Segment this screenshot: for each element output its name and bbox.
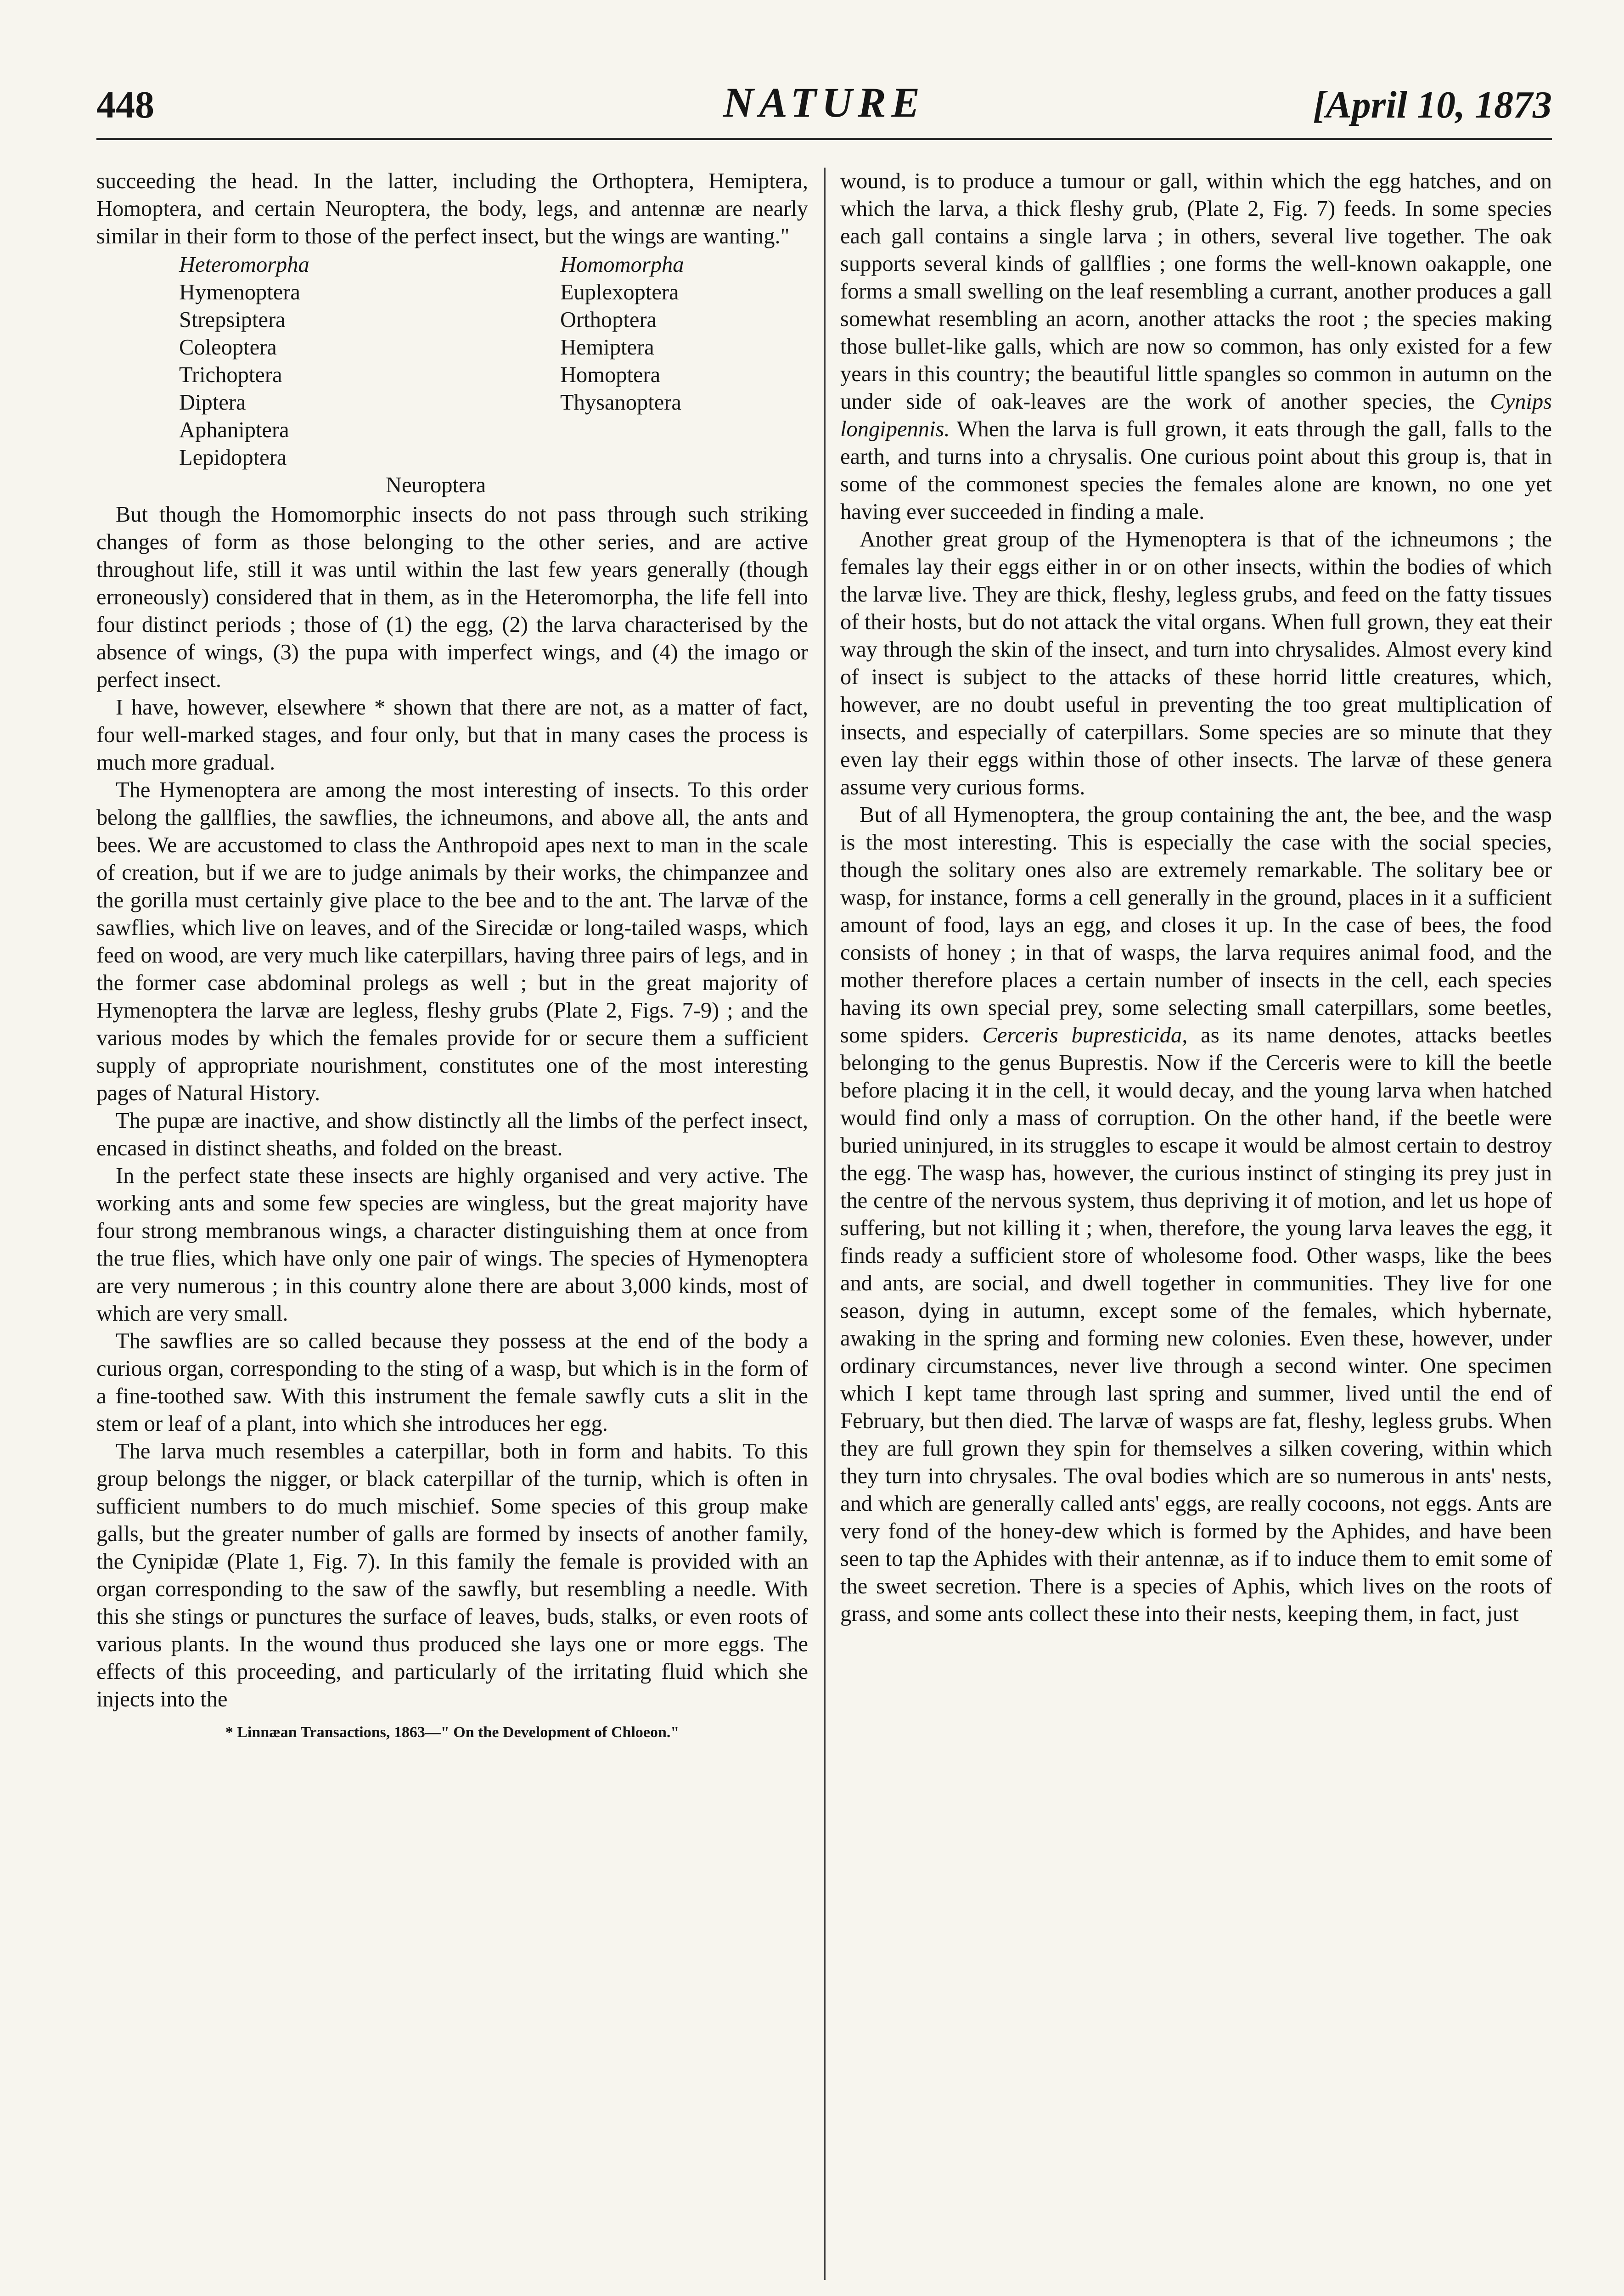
order-name: Trichoptera bbox=[179, 363, 282, 387]
order-name: Coleoptera bbox=[179, 335, 277, 360]
paragraph bbox=[840, 801, 1552, 1628]
text-run: wound, is to produce a tumour or gall, within which the egg hatches, and on which the larva, a thick fleshy grub, (Plate 2, Fig. 7) feeds. In some species each gall contains a single larva ; in others, several live together. The oak supports several kinds of gallflies ; one forms the well-known oakapple, one forms a small swelling on the leaf resembling a currant, another produces a gall somewhat resembling an acorn, another attacks the root ; the species making those bullet-like galls, which are now so common, has only existed for a few years in this country; the beautiful little spangles so common in autumn on the under side of oak-leaves are the work of another species, the bbox=[840, 169, 1552, 414]
paragraph: succeeding the head. In the latter, including the Orthoptera, Hemiptera, Homoptera, and certain Neuroptera, the body, legs, and antennæ are nearly similar in their form to those of the perfect insect, but the wings are wanting." bbox=[96, 169, 808, 248]
homomorpha-heading: Homomorpha bbox=[560, 253, 684, 277]
order-name: Diptera bbox=[179, 390, 246, 415]
species-name: Cerceris bupresticida, bbox=[982, 1023, 1188, 1047]
paragraph: The pupæ are inactive, and show distinctly all the limbs of the perfect insect, encased in distinct sheaths, and folded on the breast. bbox=[96, 1109, 808, 1160]
order-name: Orthoptera bbox=[560, 308, 657, 332]
heteromorpha-group bbox=[179, 251, 309, 472]
text-run: as its name denotes, attacks beetles belonging to the genus Buprestis. Now if the Cerceris were to kill the beetle before placing it in the cell, it would decay, and the young larva when hatched would find only a mass of corruption. On the other hand, if the beetle were buried uninjured, in its struggles to escape it would be almost certain to destroy the egg. The wasp has, however, the curious instinct of stinging its prey just in the centre of the nervous system, thus depriving it of motion, and let us hope of suffering, but not killing it ; when, therefore, the young larva leaves the egg, it finds ready a sufficient store of wholesome food. Other wasps, like the bees and ants, are social, and dwell together in communities. They live for one season, dying in autumn, except some of the females, which hybernate, awaking in the spring and forming new colonies. Even these, however, under ordinary circumstances, never live through a second winter. One specimen which I kept tame through last spring and summer, lived until the end of February, but then died. The larvæ of wasps are fat, fleshy, legless grubs. When they are full grown they spin for themselves a silken covering, within which they turn into chrysales. The oval bodies which are so numerous in ants' nests, and which are generally called ants' eggs, are really cocoons, not eggs. Ants are very fond of the honey-dew which is formed by the Aphides, and have been seen to tap the Aphides with their antennæ, as if to induce them to emit some of the sweet secretion. There is a species of Aphis, which lives on the roots of grass, and some ants collect these into their nests, keeping them, in fact, just bbox=[840, 1023, 1552, 1626]
page-number: 448 bbox=[96, 84, 154, 126]
footnote: * Linnæan Transactions, 1863—" On the Development of Chloeon." bbox=[225, 1724, 680, 1741]
paragraph: In the perfect state these insects are highly organised and very active. The working ants and some few species are wingless, but the great majority have four strong membranous wings, a character distinguishing them at once from the true flies, which have only one pair of wings. The species of Hymenoptera are very numerous ; in this country alone there are about 3,000 kinds, most of which are very small. bbox=[96, 1164, 808, 1326]
right-column bbox=[840, 168, 1552, 1628]
order-name: Aphaniptera bbox=[179, 418, 289, 442]
order-name: Lepidoptera bbox=[179, 445, 287, 470]
order-name: Homoptera bbox=[560, 363, 661, 387]
order-name: Hemiptera bbox=[560, 335, 654, 360]
species-name: Cynips longipennis. bbox=[840, 389, 1552, 441]
left-column bbox=[96, 168, 808, 1743]
issue-date: [April 10, 1873 bbox=[1313, 84, 1552, 126]
text-run: But of all Hymenoptera, the group containing the ant, the bee, and the wasp is the most interesting. This is especially the case with the social species, though the solitary ones also are extremely remarkable. The solitary bee or wasp, for instance, forms a cell generally in the ground, places in it a sufficient amount of food, lays an egg, and closes it up. In the case of bees, the food consists of honey ; in that of wasps, the larva requires animal food, and the mother therefore places a certain number of insects in the cell, each species having its own special prey, some selecting small caterpillars, some beetles, some spiders. bbox=[840, 803, 1552, 1047]
order-name: Strepsiptera bbox=[179, 308, 286, 332]
order-name: Thysanoptera bbox=[560, 390, 681, 415]
text-run: When the larva is full grown, it eats through the gall, falls to the earth, and turns into a chrysalis. One curious point about this group is, that in some of the commonest species the females alone are known, no one yet having ever succeeded in finding a male. bbox=[840, 417, 1552, 524]
heteromorpha-heading: Heteromorpha bbox=[179, 253, 309, 277]
journal-page bbox=[96, 78, 1552, 2282]
order-name: Hymenoptera bbox=[179, 280, 300, 304]
running-header bbox=[96, 78, 1552, 140]
column-rule bbox=[824, 168, 826, 2280]
paragraph: Another great group of the Hymenoptera is that of the ichneumons ; the females lay their eggs either in or on other insects, within the bodies of which the larvæ live. They are thick, fleshy, legless grubs, and feed on the fatty tissues of their hosts, but do not attack the vital organs. When full grown, they eat their way through the skin of the insect, and turn into chrysalides. Almost every kind of insect is subject to the attacks of these horrid little creatures, which, however, are no doubt useful in preventing the too great multiplication of insects, and especially of caterpillars. Some species are so minute that they even lay their eggs within those of other insects. The larvæ of these genera assume very curious forms. bbox=[840, 527, 1552, 799]
article-body bbox=[96, 168, 1552, 2280]
paragraph: The larva much resembles a caterpillar, both in form and habits. To this group belongs the nigger, or black caterpillar of the turnip, which is often in sufficient numbers to do much mischief. Some species of this group make galls, but the greater number of galls are formed by insects of another family, the Cynipidæ (Plate 1, Fig. 7). In this family the female is provided with an organ corresponding to the saw of the sawfly, but resembling a needle. With this she stings or punctures the surface of leaves, buds, stalks, or even roots of various plants. In the wound thus produced she lays one or more eggs. The effects of this proceeding, and particularly of the irritating fluid which she injects into the bbox=[96, 1439, 808, 1711]
paragraph: The Hymenoptera are among the most interesting of insects. To this order belong the gallflies, the sawflies, the ichneumons, and above all, the ants and bees. We are accustomed to class the Anthropoid apes next to man in the scale of creation, but if we are to judge animals by their works, the chimpanzee and the gorilla must certainly give place to the bee and to the ant. The larvæ of the sawflies, which live on leaves, and of the Sirecidæ or long-tailed wasps, which feed on wood, are very much like caterpillars, having three pairs of legs, and in the former case abdominal prolegs as well ; but in the great majority of Hymenoptera the larvæ are legless, fleshy grubs (Plate 2, Figs. 7-9) ; and the various modes by which the females provide for or secure them a sufficient supply of appropriate nourishment, constitutes one of the most interesting pages of Natural History. bbox=[96, 778, 808, 1105]
insect-orders-table bbox=[96, 251, 808, 499]
order-name: Euplexoptera bbox=[560, 280, 679, 304]
homomorpha-group bbox=[560, 251, 684, 416]
paragraph: I have, however, elsewhere * shown that there are not, as a matter of fact, four well-marked stages, and four only, but that in many cases the process is much more gradual. bbox=[96, 695, 808, 775]
paragraph bbox=[840, 168, 1552, 526]
journal-title: NATURE bbox=[723, 79, 926, 126]
paragraph: But though the Homomorphic insects do not pass through such striking changes of form as those belonging to the other series, and are active throughout life, still it was until within the last few years generally (though erroneously) considered that in them, as in the Heteromorpha, the life fell into four distinct periods ; those of (1) the egg, (2) the larva characterised by the absence of wings, (3) the pupa with imperfect wings, and (4) the imago or perfect insect. bbox=[96, 502, 808, 692]
paragraph: The sawflies are so called because they possess at the end of the body a curious organ, corresponding to the sting of a wasp, but which is in the form of a fine-toothed saw. With this instrument the female sawfly cuts a slit in the stem or leaf of a plant, into which she introduces her egg. bbox=[96, 1329, 808, 1436]
neuroptera-label: Neuroptera bbox=[386, 473, 486, 497]
